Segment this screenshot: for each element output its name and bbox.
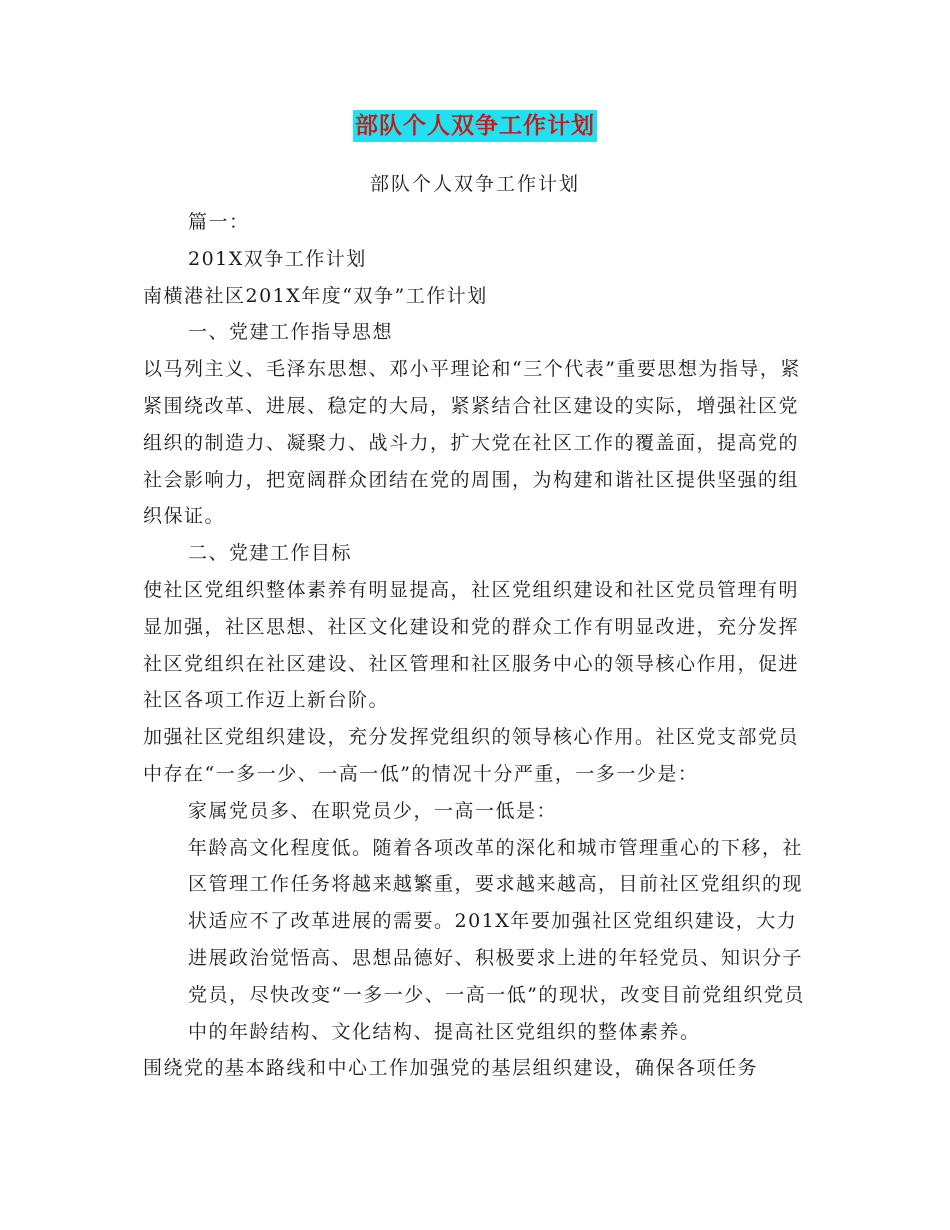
document-body <box>143 204 808 1087</box>
paragraph: 201X双争工作计划 <box>188 247 367 270</box>
document-title: 部队个人双争工作计划 <box>353 110 597 142</box>
paragraph: 围绕党的基本路线和中心工作加强党的基层组织建设，确保各项任务 <box>143 1057 759 1080</box>
title-container <box>0 110 950 142</box>
paragraph: 二、党建工作目标 <box>188 542 353 565</box>
paragraph: 篇一： <box>188 211 250 233</box>
paragraph: 使社区党组织整体素养有明显提高，社区党组织建设和社区党员管理有明显加强，社区思想、社区文化建设和党的群众工作有明显改进，充分发挥社区党组织在社区建设、社区管理和社区服务中心的领导核心作用，促进社区各项工作迈上新台阶。 <box>143 578 800 712</box>
paragraph: 南横港社区201X年度“双争”工作计划 <box>143 284 488 307</box>
paragraph: 家属党员多、在职党员少，一高一低是： <box>188 799 558 822</box>
paragraph: 年龄高文化程度低。随着各项改革的深化和城市管理重心的下移，社区管理工作任务将越来越繁重，要求越来越高，目前社区党组织的现状适应不了改革进展的需要。201X年要加强社区党组织建设，大力进展政治觉悟高、思想品德好、积极要求上进的年轻党员、知识分子党员，尽快改变“一多一少、一高一低”的现状，改变目前党组织党员中的年龄结构、文化结构、提高社区党组织的整体素养。 <box>188 836 805 1043</box>
paragraph: 以马列主义、毛泽东思想、邓小平理论和“三个代表”重要思想为指导，紧紧围绕改革、进展、稳定的大局，紧紧结合社区建设的实际，增强社区党组织的制造力、凝聚力、战斗力，扩大党在社区工作的覆盖面，提高党的社会影响力，把宽阔群众团结在党的周围，为构建和谐社区提供坚强的组织保证。 <box>143 358 801 528</box>
paragraph: 加强社区党组织建设，充分发挥党组织的领导核心作用。社区党支部党员中存在“一多一少、一高一低”的情况十分严重，一多一少是： <box>143 726 800 785</box>
document-subtitle: 部队个人双争工作计划 <box>369 173 580 195</box>
paragraph: 一、党建工作指导思想 <box>188 321 394 344</box>
